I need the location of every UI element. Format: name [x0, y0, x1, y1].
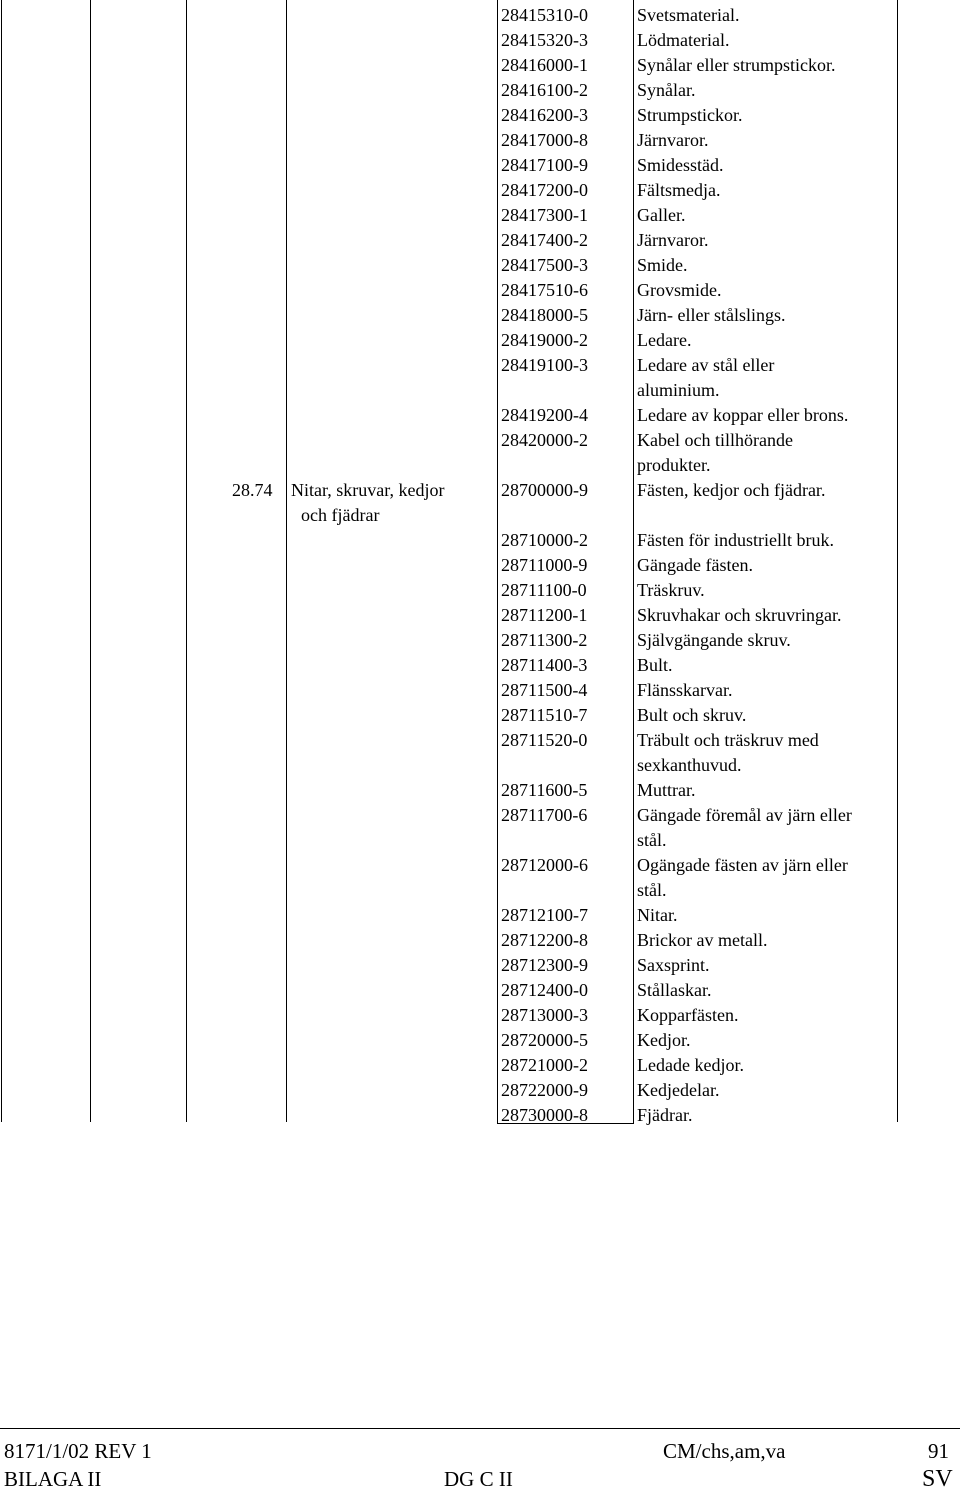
table-row-code: 28730000-8: [501, 1105, 588, 1125]
table-row-description: Kedjor.: [637, 1030, 691, 1050]
table-row-description: Bult.: [637, 655, 673, 675]
table-row-code: 28418000-5: [501, 305, 588, 325]
table-row-description: Träskruv.: [637, 580, 705, 600]
table-row-code: 28420000-2: [501, 430, 588, 450]
table-row-description: Kedjedelar.: [637, 1080, 720, 1100]
table-row-code: 28710000-2: [501, 530, 588, 550]
table-row-code: 28417300-1: [501, 205, 588, 225]
table-row-code: 28711520-0: [501, 730, 588, 750]
table-row-code: 28417200-0: [501, 180, 588, 200]
table-row-code: 28711510-7: [501, 705, 588, 725]
table-rule: [633, 0, 634, 1124]
table-row-code: 28419100-3: [501, 355, 588, 375]
table-row-description: Nitar.: [637, 905, 678, 925]
table-row-code: 28417510-6: [501, 280, 588, 300]
table-row-description: Ledare av koppar eller brons.: [637, 405, 849, 425]
table-row-description: Fästen för industriellt bruk.: [637, 530, 834, 550]
table-row-description: Ledade kedjor.: [637, 1055, 744, 1075]
table-row-description: Självgängande skruv.: [637, 630, 791, 650]
table-row-code: 28415310-0: [501, 5, 588, 25]
table-row-code: 28416000-1: [501, 55, 588, 75]
table-row-description: Smidesstäd.: [637, 155, 724, 175]
document-authors: CM/chs,am,va: [663, 1439, 786, 1463]
table-row-description: Muttrar.: [637, 780, 696, 800]
table-row-description: Lödmaterial.: [637, 30, 730, 50]
table-row-description: Fältsmedja.: [637, 180, 721, 200]
table-row-description: Ledare.: [637, 330, 692, 350]
document-reference: 8171/1/02 REV 1: [4, 1439, 152, 1463]
directorate-label: DG C II: [444, 1467, 513, 1491]
table-row-code: 28711100-0: [501, 580, 587, 600]
table-row-description: Stållaskar.: [637, 980, 712, 1000]
table-row-code: 28713000-3: [501, 1005, 588, 1025]
table-row-code: 28712400-0: [501, 980, 588, 1000]
table-rule: [186, 0, 187, 1122]
table-rule: [90, 0, 91, 1122]
table-row-description: Smide.: [637, 255, 688, 275]
table-row-code: 28711300-2: [501, 630, 588, 650]
table-row-code: 28700000-9: [501, 480, 588, 500]
table-row-description: Svetsmaterial.: [637, 5, 740, 25]
table-row-description: Ledare av stål eller: [637, 355, 775, 375]
table-row-code: 28417100-9: [501, 155, 588, 175]
table-rule: [897, 0, 898, 1122]
language-code: SV: [922, 1466, 953, 1492]
group-label: [291, 478, 496, 528]
table-row-description: produkter.: [637, 455, 711, 475]
table-row-description: Strumpstickor.: [637, 105, 743, 125]
table-row-code: 28417000-8: [501, 130, 588, 150]
table-row-code: 28416200-3: [501, 105, 588, 125]
table-rule: [286, 0, 287, 1122]
group-label-line: Nitar, skruvar, kedjor: [291, 480, 445, 500]
table-row-description: Brickor av metall.: [637, 930, 768, 950]
table-row-code: 28712100-7: [501, 905, 588, 925]
table-row-code: 28711000-9: [501, 555, 588, 575]
table-row-description: Kopparfästen.: [637, 1005, 739, 1025]
page-number: 91: [928, 1439, 949, 1463]
table-row-description: Bult och skruv.: [637, 705, 747, 725]
table-row-description: sexkanthuvud.: [637, 755, 742, 775]
table-row-description: Gängade fästen.: [637, 555, 753, 575]
table-row-description: Synålar.: [637, 80, 696, 100]
table-row-code: 28711500-4: [501, 680, 588, 700]
footer-rule: [0, 1428, 960, 1429]
table-row-description: stål.: [637, 830, 667, 850]
table-rule: [497, 0, 498, 1124]
table-row-description: Saxsprint.: [637, 955, 710, 975]
group-number: 28.74: [232, 480, 273, 500]
table-row-description: stål.: [637, 880, 667, 900]
table-row-code: 28711400-3: [501, 655, 588, 675]
table-row-description: Järn- eller stålslings.: [637, 305, 786, 325]
table-row-description: Kabel och tillhörande: [637, 430, 793, 450]
table-row-description: Järnvaror.: [637, 230, 709, 250]
table-row-description: Grovsmide.: [637, 280, 722, 300]
table-rule: [1, 0, 2, 1122]
annex-label: BILAGA II: [4, 1467, 102, 1491]
table-row-code: 28711700-6: [501, 805, 588, 825]
table-row-code: 28419000-2: [501, 330, 588, 350]
table-row-code: 28416100-2: [501, 80, 588, 100]
table-row-description: Skruvhakar och skruvringar.: [637, 605, 842, 625]
table-row-code: 28721000-2: [501, 1055, 588, 1075]
table-row-description: Fjädrar.: [637, 1105, 693, 1125]
table-row-description: Galler.: [637, 205, 686, 225]
group-label-line: och fjädrar: [301, 505, 380, 525]
table-row-code: 28711600-5: [501, 780, 588, 800]
table-row-description: Flänsskarvar.: [637, 680, 733, 700]
table-row-description: aluminium.: [637, 380, 720, 400]
table-row-description: Synålar eller strumpstickor.: [637, 55, 836, 75]
table-row-description: Gängade föremål av järn eller: [637, 805, 852, 825]
table-row-description: Träbult och träskruv med: [637, 730, 819, 750]
table-row-code: 28419200-4: [501, 405, 588, 425]
table-row-code: 28722000-9: [501, 1080, 588, 1100]
table-row-description: Fästen, kedjor och fjädrar.: [637, 480, 826, 500]
table-row-code: 28712300-9: [501, 955, 588, 975]
table-row-code: 28417500-3: [501, 255, 588, 275]
table-row-code: 28711200-1: [501, 605, 588, 625]
table-row-code: 28720000-5: [501, 1030, 588, 1050]
table-row-code: 28712200-8: [501, 930, 588, 950]
table-row-code: 28712000-6: [501, 855, 588, 875]
table-row-description: Järnvaror.: [637, 130, 709, 150]
table-row-description: Ogängade fästen av järn eller: [637, 855, 848, 875]
table-row-code: 28417400-2: [501, 230, 588, 250]
table-row-code: 28415320-3: [501, 30, 588, 50]
